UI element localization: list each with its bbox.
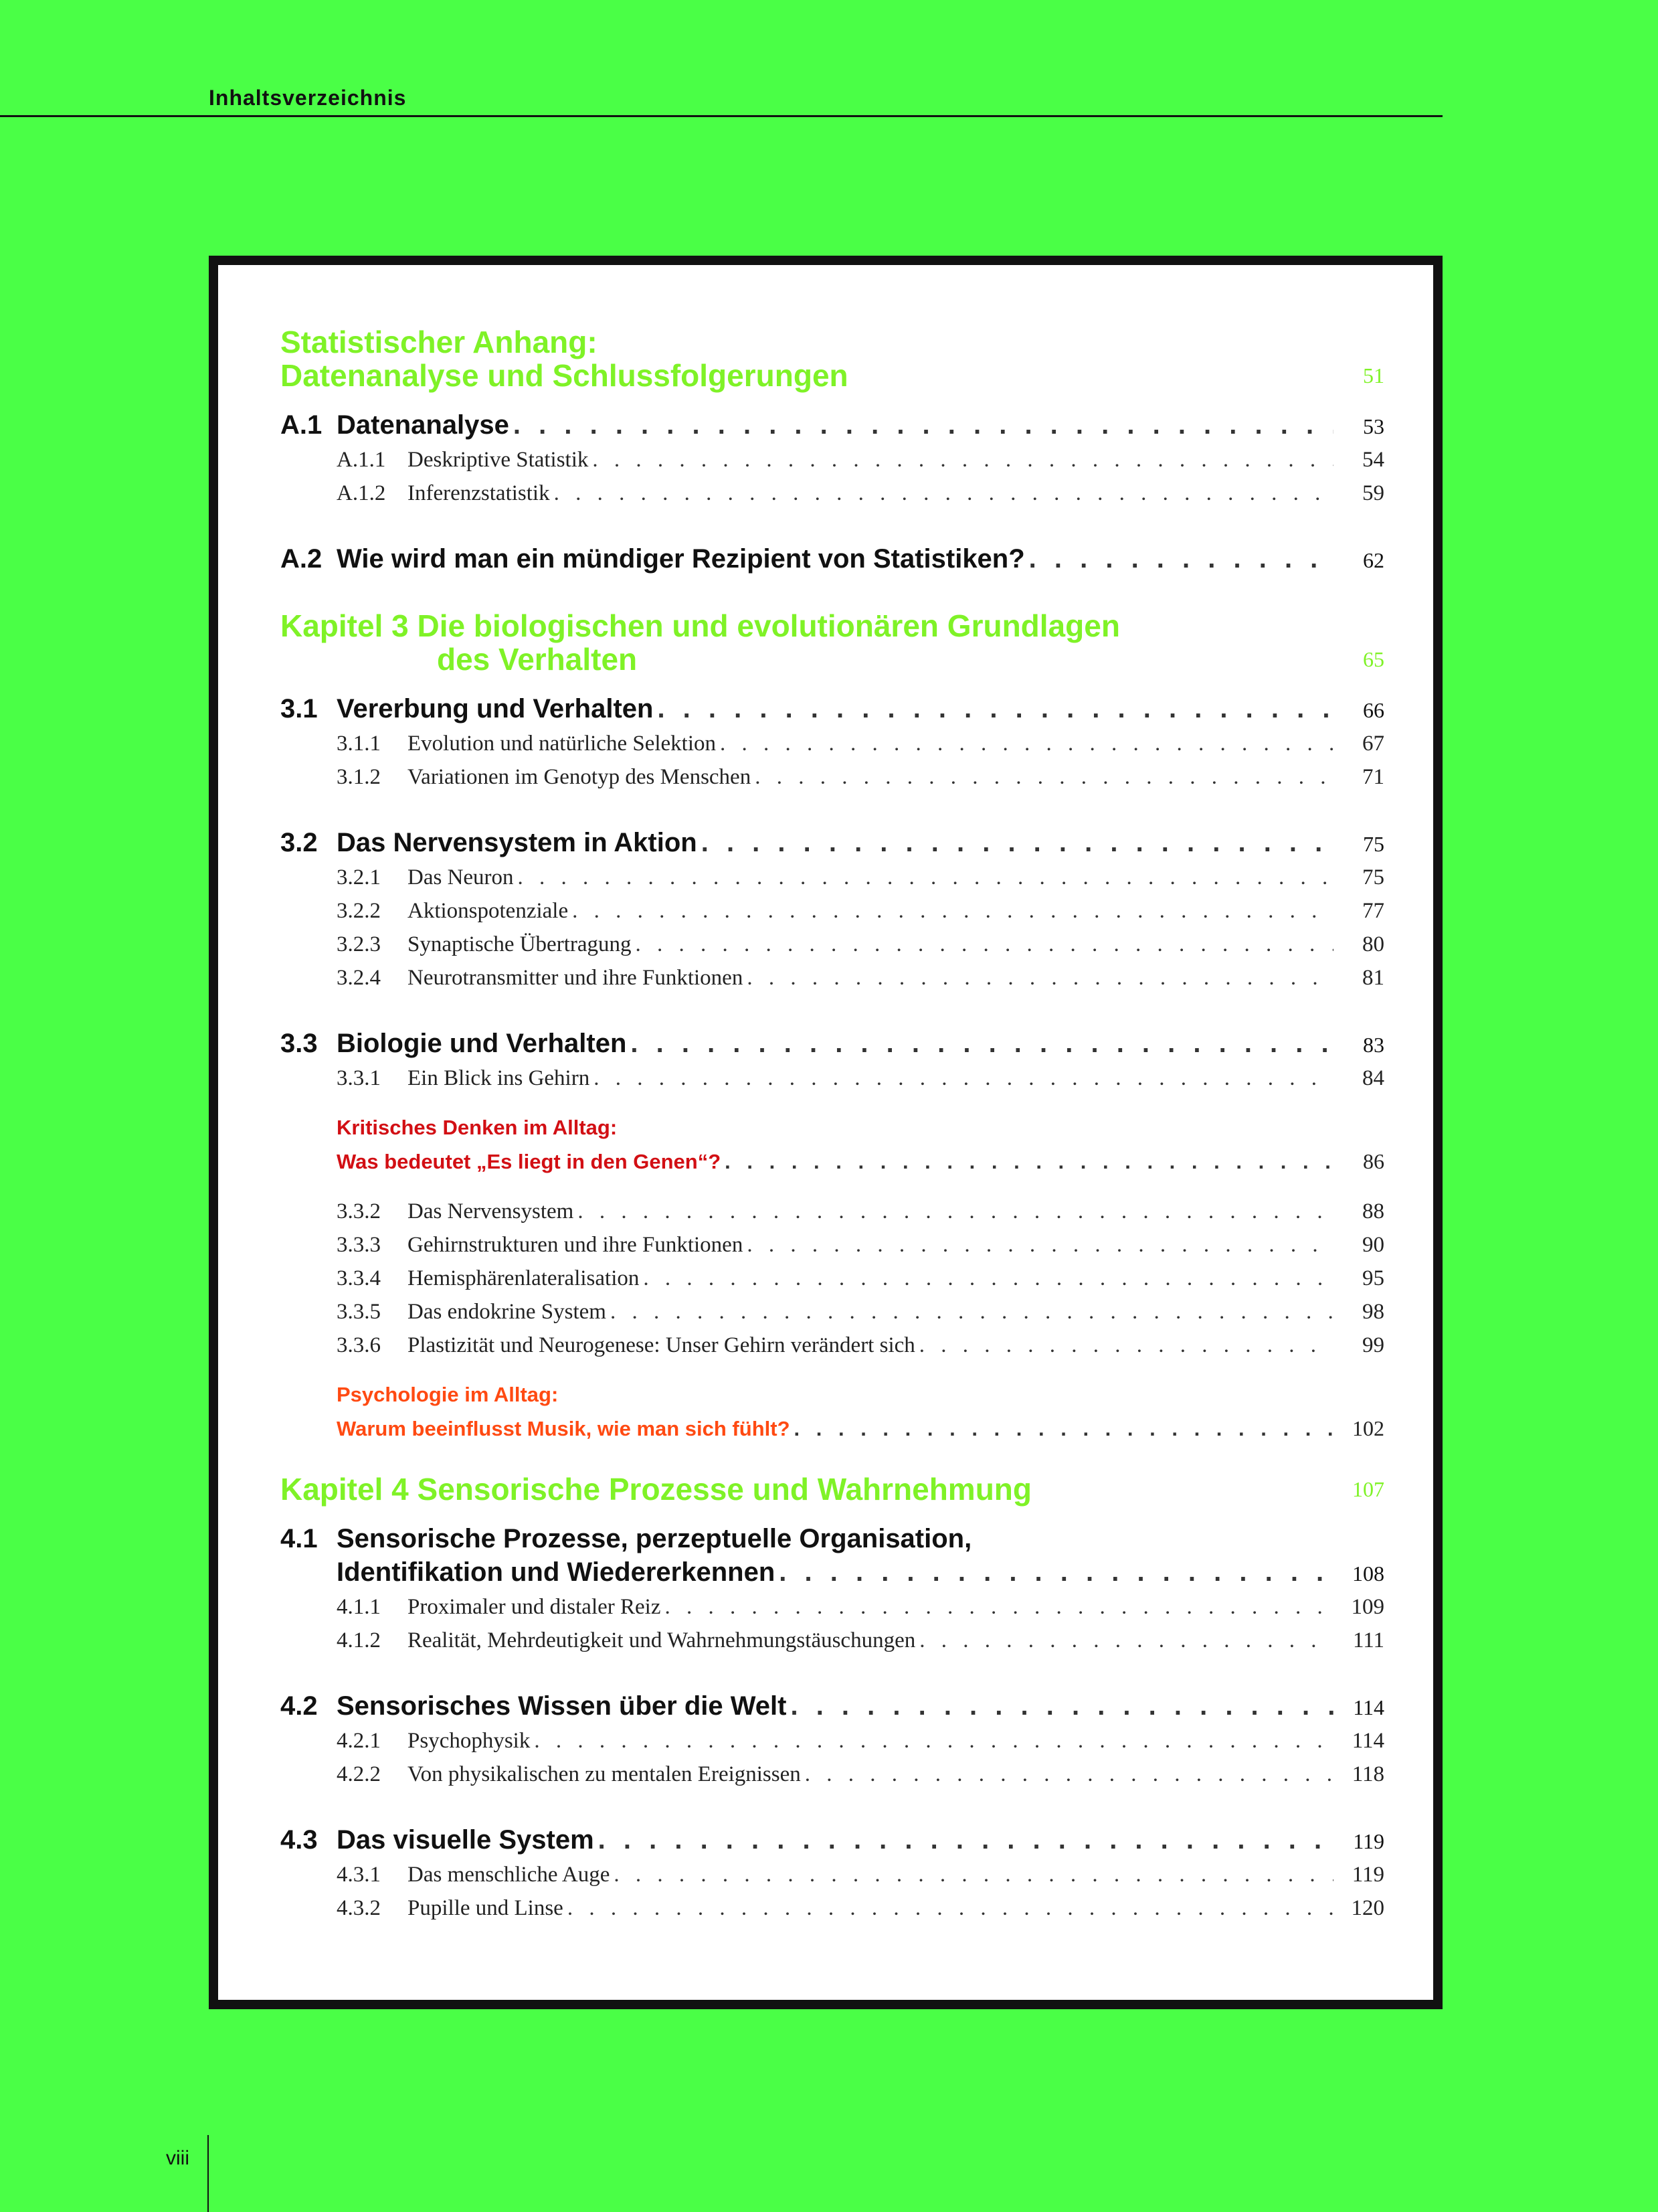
page-number: 75 xyxy=(1362,865,1384,889)
page-number: 99 xyxy=(1362,1333,1384,1357)
toc-entry-3-3-6[interactable] xyxy=(280,1329,1384,1362)
subsection-number: 3.3.6 xyxy=(337,1333,381,1357)
leader-dots xyxy=(747,1228,1333,1262)
leader-dots xyxy=(1029,542,1333,576)
kritisches-denken-box[interactable] xyxy=(280,1111,1384,1179)
subsection-number: 3.1.2 xyxy=(337,765,381,789)
chapter-4-line1: Kapitel 4 Sensorische Prozesse und Wahrnehmung xyxy=(280,1472,1032,1507)
subsection-number: 3.1.1 xyxy=(337,732,381,756)
leader-dots xyxy=(567,1891,1333,1925)
subsection-number: 3.2.3 xyxy=(337,932,381,956)
section-title: Biologie und Verhalten xyxy=(337,1029,627,1058)
toc-entry-3-3-2[interactable] xyxy=(280,1195,1384,1228)
chapter-4-page: 107 xyxy=(1352,1477,1384,1501)
subsection-title: Evolution und natürliche Selektion xyxy=(407,732,717,756)
toc-entry-3-3-1[interactable] xyxy=(280,1061,1384,1095)
toc-entry-a1[interactable] xyxy=(280,408,1384,443)
subsection-number: 3.3.2 xyxy=(337,1199,381,1223)
page-number: 67 xyxy=(1362,732,1384,756)
chapter-anhang-page: 51 xyxy=(1363,363,1384,388)
leader-dots xyxy=(610,1295,1333,1329)
leader-dots xyxy=(518,861,1333,894)
chapter-anhang-heading[interactable] xyxy=(280,325,1384,392)
chapter-3-page: 65 xyxy=(1363,647,1384,671)
toc-entry-3-2-2[interactable] xyxy=(280,894,1384,928)
subsection-title: Variationen im Genotyp des Menschen xyxy=(407,765,751,789)
toc-entry-3-3[interactable] xyxy=(280,1027,1384,1061)
page-number: 102 xyxy=(1352,1416,1384,1440)
page-folio: viii xyxy=(166,2147,189,2169)
page-number: 83 xyxy=(1363,1033,1384,1057)
toc-entry-a11[interactable] xyxy=(280,443,1384,477)
page-number: 71 xyxy=(1362,765,1384,789)
subsection-title: Pupille und Linse xyxy=(407,1896,563,1920)
section-number: A.1 xyxy=(280,410,323,440)
page-number: 109 xyxy=(1351,1595,1384,1619)
leader-dots xyxy=(577,1195,1333,1228)
header-rule xyxy=(0,115,1443,117)
toc-entry-4-2-1[interactable] xyxy=(280,1724,1384,1758)
toc-entry-3-3-5[interactable] xyxy=(280,1295,1384,1329)
psychologie-im-alltag-box[interactable] xyxy=(280,1378,1384,1446)
leader-dots xyxy=(919,1624,1333,1657)
page-number: 62 xyxy=(1363,548,1384,572)
subsection-title: Neurotransmitter und ihre Funktionen xyxy=(407,966,743,990)
chapter-anhang-line2: Datenanalyse und Schlussfolgerungen xyxy=(280,358,848,393)
leader-dots xyxy=(513,408,1333,442)
subsection-title: Deskriptive Statistik xyxy=(407,448,589,472)
kritisches-denken-title: Was bedeutet „Es liegt in den Genen“? xyxy=(337,1150,721,1173)
folio-rule xyxy=(207,2135,209,2212)
leader-dots xyxy=(554,477,1333,510)
section-number: A.2 xyxy=(280,544,323,574)
section-number: 4.1 xyxy=(280,1524,318,1553)
subsection-title: Psychophysik xyxy=(407,1729,531,1753)
leader-dots xyxy=(919,1329,1333,1362)
toc-entry-4-3-1[interactable] xyxy=(280,1858,1384,1891)
toc-entry-3-2-3[interactable] xyxy=(280,928,1384,961)
section-number: 3.2 xyxy=(280,828,318,857)
subsection-number: 3.3.4 xyxy=(337,1266,381,1290)
leader-dots xyxy=(592,443,1333,477)
toc-frame xyxy=(209,256,1443,2009)
subsection-number: 4.3.1 xyxy=(337,1863,381,1887)
subsection-number: 4.3.2 xyxy=(337,1896,381,1920)
page-number: 80 xyxy=(1362,932,1384,956)
page-number: 98 xyxy=(1362,1300,1384,1324)
psychologie-im-alltag-label: Psychologie im Alltag: xyxy=(337,1383,559,1406)
page-number: 86 xyxy=(1363,1149,1384,1173)
page-number: 108 xyxy=(1352,1561,1384,1586)
psychologie-im-alltag-title: Warum beeinflusst Musik, wie man sich fühlt? xyxy=(337,1417,790,1440)
subsection-number: 3.3.3 xyxy=(337,1233,381,1257)
subsection-number: 4.1.2 xyxy=(337,1628,381,1652)
subsection-number: 3.2.2 xyxy=(337,899,381,923)
toc-entry-3-1-2[interactable] xyxy=(280,760,1384,794)
subsection-number: 4.1.1 xyxy=(337,1595,381,1619)
subsection-title: Realität, Mehrdeutigkeit und Wahrnehmungstäuschungen xyxy=(407,1628,916,1652)
page-number: 90 xyxy=(1362,1233,1384,1257)
page-number: 114 xyxy=(1353,1695,1384,1719)
leader-dots xyxy=(643,1262,1333,1295)
section-title-line2: Identifikation und Wiedererkennen xyxy=(337,1557,775,1587)
chapter-anhang-line1: Statistischer Anhang: xyxy=(280,325,597,359)
toc-entry-3-3-4[interactable] xyxy=(280,1262,1384,1295)
page-number: 111 xyxy=(1352,1628,1384,1652)
chapter-3-heading[interactable] xyxy=(280,609,1384,676)
subsection-number: A.1.2 xyxy=(337,481,386,505)
page-number: 95 xyxy=(1362,1266,1384,1290)
toc-entry-4-3-2[interactable] xyxy=(280,1891,1384,1925)
subsection-title: Das Neuron xyxy=(407,865,514,889)
subsection-number: 3.2.4 xyxy=(337,966,381,990)
toc-entry-4-1-2[interactable] xyxy=(280,1624,1384,1657)
toc-entry-4-1-1[interactable] xyxy=(280,1590,1384,1624)
leader-dots xyxy=(701,826,1333,859)
chapter-3-line2: des Verhalten xyxy=(437,642,638,677)
page-number: 77 xyxy=(1362,899,1384,923)
kritisches-denken-label: Kritisches Denken im Alltag: xyxy=(337,1116,618,1139)
subsection-number: A.1.1 xyxy=(337,448,386,472)
toc-entry-3-3-3[interactable] xyxy=(280,1228,1384,1262)
toc-entry-4-2[interactable] xyxy=(280,1689,1384,1724)
section-title: Das Nervensystem in Aktion xyxy=(337,828,697,857)
leader-dots xyxy=(657,692,1333,726)
page-number: 118 xyxy=(1352,1762,1384,1786)
leader-dots xyxy=(779,1555,1333,1589)
leader-dots xyxy=(572,894,1333,928)
page-number: 81 xyxy=(1362,966,1384,990)
chapter-4-heading[interactable] xyxy=(280,1472,1384,1506)
section-title: Wie wird man ein mündiger Rezipient von Statistiken? xyxy=(337,544,1025,574)
leader-dots xyxy=(794,1412,1333,1446)
page-number: 119 xyxy=(1352,1863,1384,1887)
leader-dots xyxy=(720,727,1333,760)
subsection-number: 3.2.1 xyxy=(337,865,381,889)
subsection-title: Plastizität und Neurogenese: Unser Gehirn verändert sich xyxy=(407,1333,915,1357)
leader-dots xyxy=(790,1689,1333,1723)
subsection-number: 4.2.2 xyxy=(337,1762,381,1786)
table-of-contents xyxy=(280,325,1384,1925)
section-title: Sensorisches Wissen über die Welt xyxy=(337,1691,787,1721)
section-title: Das visuelle System xyxy=(337,1825,594,1855)
toc-entry-3-1[interactable] xyxy=(280,692,1384,727)
leader-dots xyxy=(534,1724,1333,1758)
section-number: 4.2 xyxy=(280,1691,318,1721)
page-number: 75 xyxy=(1363,832,1384,856)
subsection-title: Aktionspotenziale xyxy=(407,899,569,923)
page-number: 120 xyxy=(1351,1896,1384,1920)
subsection-title: Das Nervensystem xyxy=(407,1199,574,1223)
leader-dots xyxy=(805,1758,1333,1791)
section-title-line1: Sensorische Prozesse, perzeptuelle Organisation, xyxy=(337,1524,972,1553)
leader-dots xyxy=(755,760,1333,794)
page-number: 119 xyxy=(1353,1829,1384,1853)
leader-dots xyxy=(665,1590,1334,1624)
subsection-number: 3.3.1 xyxy=(337,1066,381,1090)
page-number: 84 xyxy=(1362,1066,1384,1090)
page-number: 59 xyxy=(1362,481,1384,505)
leader-dots xyxy=(630,1027,1333,1060)
section-number: 3.3 xyxy=(280,1029,318,1058)
toc-entry-3-2[interactable] xyxy=(280,826,1384,861)
toc-entry-4-2-2[interactable] xyxy=(280,1758,1384,1791)
toc-entry-a2[interactable] xyxy=(280,542,1384,577)
page-number: 53 xyxy=(1363,414,1384,438)
leader-dots xyxy=(598,1823,1333,1857)
toc-entry-3-2-4[interactable] xyxy=(280,961,1384,995)
leader-dots xyxy=(747,961,1333,995)
toc-entry-4-3[interactable] xyxy=(280,1823,1384,1858)
page-number: 54 xyxy=(1362,448,1384,472)
subsection-title: Hemisphärenlateralisation xyxy=(407,1266,640,1290)
toc-entry-3-1-1[interactable] xyxy=(280,727,1384,760)
section-number: 3.1 xyxy=(280,694,318,724)
toc-entry-4-1[interactable] xyxy=(280,1522,1384,1590)
subsection-title: Synaptische Übertragung xyxy=(407,932,632,956)
leader-dots xyxy=(593,1061,1333,1095)
leader-dots xyxy=(614,1858,1333,1891)
subsection-title: Ein Blick ins Gehirn xyxy=(407,1066,590,1090)
page-number: 66 xyxy=(1363,698,1384,722)
subsection-number: 4.2.1 xyxy=(337,1729,381,1753)
leader-dots xyxy=(636,928,1334,961)
subsection-title: Gehirnstrukturen und ihre Funktionen xyxy=(407,1233,743,1257)
section-title: Vererbung und Verhalten xyxy=(337,694,654,724)
page-number: 88 xyxy=(1362,1199,1384,1223)
subsection-title: Inferenzstatistik xyxy=(407,481,550,505)
subsection-title: Das endokrine System xyxy=(407,1300,606,1324)
page-number: 114 xyxy=(1352,1729,1384,1753)
section-title: Datenanalyse xyxy=(337,410,509,440)
subsection-title: Von physikalischen zu mentalen Ereignissen xyxy=(407,1762,801,1786)
toc-entry-3-2-1[interactable] xyxy=(280,861,1384,894)
subsection-title: Proximaler und distaler Reiz xyxy=(407,1595,661,1619)
subsection-number: 3.3.5 xyxy=(337,1300,381,1324)
toc-entry-a12[interactable] xyxy=(280,477,1384,510)
leader-dots xyxy=(725,1145,1333,1179)
section-number: 4.3 xyxy=(280,1825,318,1855)
chapter-3-line1: Kapitel 3 Die biologischen und evolutionären Grundlagen xyxy=(280,608,1120,643)
subsection-title: Das menschliche Auge xyxy=(407,1863,610,1887)
running-head: Inhaltsverzeichnis xyxy=(209,86,407,110)
